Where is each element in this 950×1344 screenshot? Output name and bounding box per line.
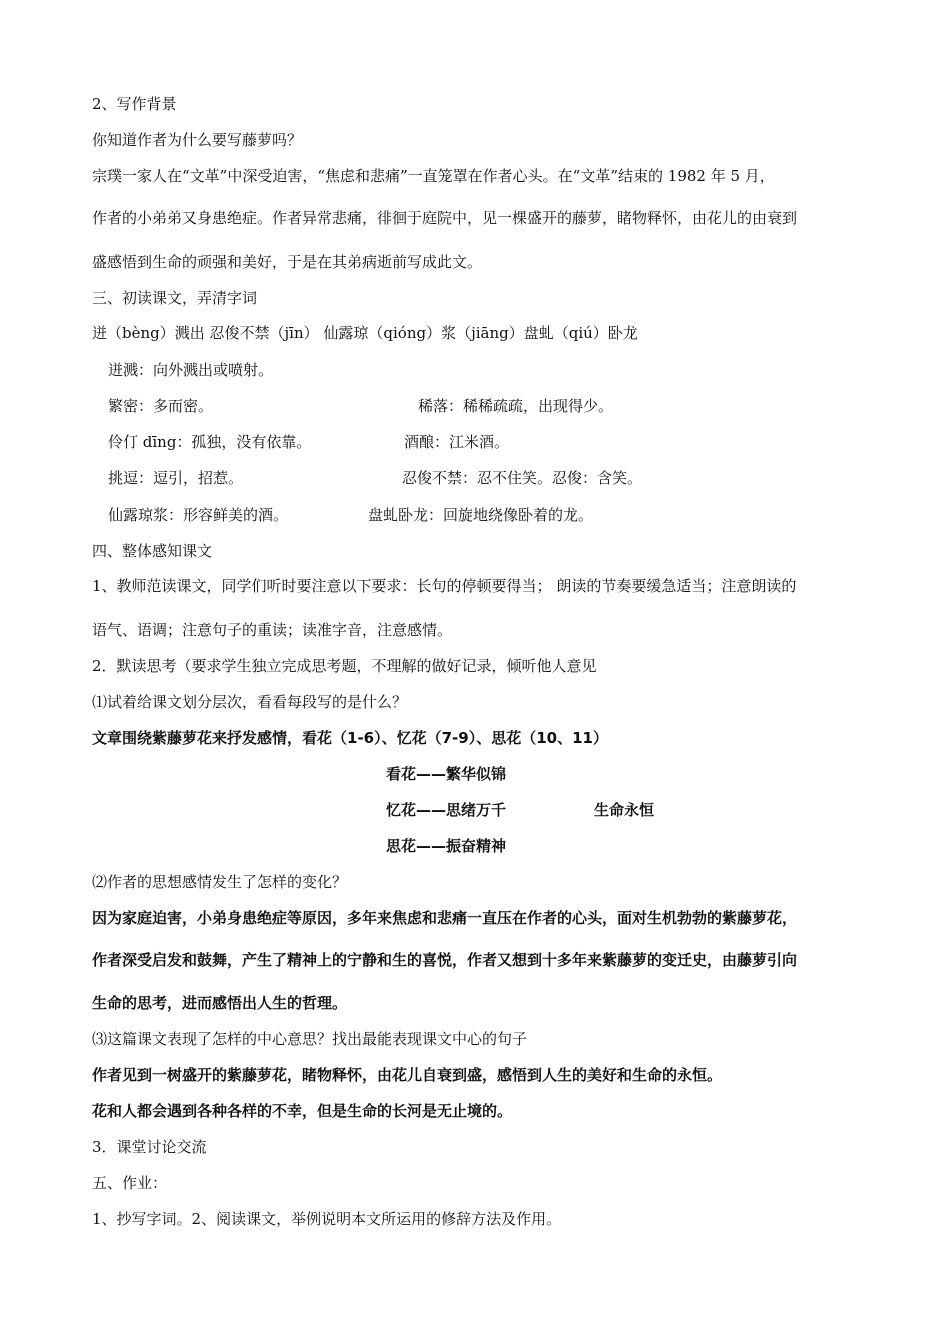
word-definition: 仙露琼浆：形容鲜美的酒。 [108, 506, 289, 524]
structure-theme: 生命永恒 [594, 801, 655, 819]
reading-instruction-line: 1、教师范读课文，同学们听时要注意以下要求：长句的停顿要得当； 朗读的节奏要缓急适当；注意朗读的 [92, 577, 797, 595]
word-definition: 酒酿：江米酒。 [404, 433, 510, 451]
discussion-item: 3．课堂讨论交流 [92, 1138, 207, 1156]
structure-item-recall: 忆花——思绪万千 [386, 801, 507, 819]
question-2: ⑵作者的思想感情发生了怎样的变化？ [92, 873, 348, 891]
answer-3-line: 花和人都会遇到各种各样的不幸，但是生命的长河是无止境的。 [92, 1102, 513, 1120]
background-heading: 2、写作背景 [92, 95, 177, 113]
pinyin-line: 迸（bèng）溅出 忍俊不禁（jīn） 仙露琼（qióng）浆（jiāng）盘虬（qiú）卧龙 [92, 324, 638, 342]
question-1: ⑴试着给课文划分层次，看看每段写的是什么？ [92, 693, 408, 711]
reading-instruction-line: 语气、语调；注意句子的重读；读准字音，注意感情。 [92, 621, 453, 639]
background-paragraph-line: 作者的小弟弟又身患绝症。作者异常悲痛，徘徊于庭院中，见一棵盛开的藤萝，睹物释怀，由花儿的由衰到 [92, 209, 798, 227]
word-definition: 稀落：稀稀疏疏，出现得少。 [418, 397, 614, 415]
structure-item-think: 思花——振奋精神 [386, 837, 507, 855]
answer-2-line: 作者深受启发和鼓舞，产生了精神上的宁静和生的喜悦，作者又想到十多年来紫藤萝的变迁史，由藤萝引向 [92, 951, 798, 969]
homework-heading: 五、作业： [92, 1174, 168, 1192]
words-heading: 三、初读课文，弄清字词 [92, 289, 258, 307]
answer-2-line: 生命的思考，进而感悟出人生的哲理。 [92, 994, 348, 1012]
word-definition: 伶仃 dīng：孤独，没有依靠。 [108, 433, 312, 451]
overall-heading: 四、整体感知课文 [92, 542, 213, 560]
word-definition: 挑逗：逗引，招惹。 [108, 469, 244, 487]
word-definition: 盘虬卧龙：回旋地绕像卧着的龙。 [368, 506, 594, 524]
structure-item-look: 看花——繁华似锦 [386, 765, 507, 783]
homework-content: 1、抄写字词。2、阅读课文，举例说明本文所运用的修辞方法及作用。 [92, 1210, 562, 1228]
question-3: ⑶这篇课文表现了怎样的中心意思？找出最能表现课文中心的句子 [92, 1030, 528, 1048]
background-paragraph-line: 宗璞一家人在“文革”中深受迫害，“焦虑和悲痛”一直笼罩在作者心头。在“文革”结束的 1982 年 5 月， [92, 167, 775, 185]
answer-3-line: 作者见到一树盛开的紫藤萝花，睹物释怀，由花儿自衰到盛，感悟到人生的美好和生命的永恒。 [92, 1066, 723, 1084]
silent-reading-instruction: 2．默读思考（要求学生独立完成思考题，不理解的做好记录，倾听他人意见 [92, 657, 597, 675]
word-definition: 繁密：多而密。 [108, 397, 214, 415]
background-paragraph-line: 盛感悟到生命的顽强和美好，于是在其弟病逝前写成此文。 [92, 253, 483, 271]
word-definition: 迸溅：向外溅出或喷射。 [108, 361, 274, 379]
word-definition: 忍俊不禁：忍不住笑。忍俊：含笑。 [402, 469, 643, 487]
background-question: 你知道作者为什么要写藤萝吗？ [92, 131, 303, 149]
answer-1: 文章围绕紫藤萝花来抒发感情，看花（1-6）、忆花（7-9）、思花（10、11） [92, 729, 608, 747]
answer-2-line: 因为家庭迫害，小弟身患绝症等原因，多年来焦虑和悲痛一直压在作者的心头，面对生机勃勃的紫藤萝花， [92, 909, 798, 927]
